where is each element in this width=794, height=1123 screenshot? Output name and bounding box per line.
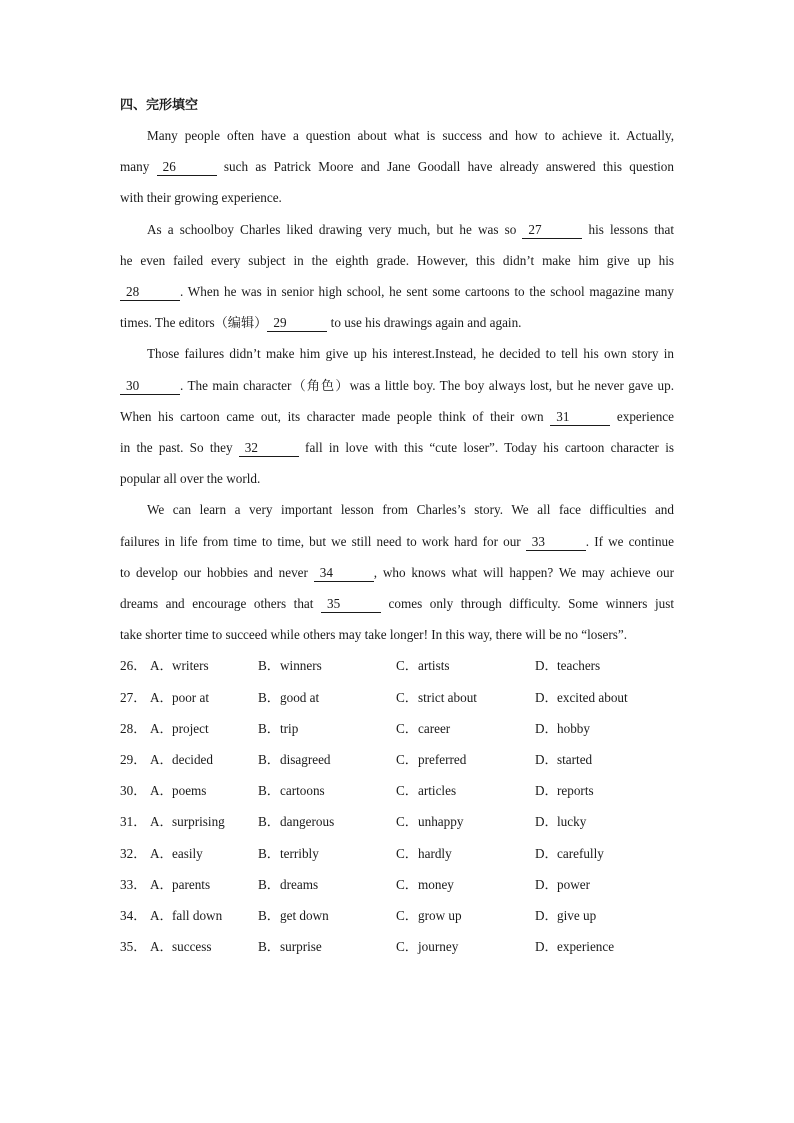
answer-option[interactable] bbox=[150, 713, 258, 744]
option-text: strict about bbox=[418, 689, 477, 705]
answer-blank[interactable]: 35 bbox=[321, 596, 381, 613]
answer-blank[interactable]: 26 bbox=[157, 159, 217, 176]
answer-option[interactable] bbox=[535, 931, 655, 962]
passage-line bbox=[120, 120, 674, 151]
option-letter: C． bbox=[396, 720, 418, 736]
answer-option[interactable] bbox=[535, 806, 655, 837]
answer-option[interactable] bbox=[258, 806, 396, 837]
passage-text: As a schoolboy Charles liked drawing very much, but he was so bbox=[147, 221, 523, 237]
question-row bbox=[120, 931, 674, 962]
option-letter: D． bbox=[535, 845, 558, 861]
passage-text: to use his drawings again and again. bbox=[327, 315, 522, 331]
answer-option[interactable] bbox=[535, 869, 655, 900]
question-row bbox=[120, 650, 674, 681]
option-letter: D． bbox=[535, 783, 558, 799]
option-letter: B． bbox=[258, 689, 280, 705]
answer-option[interactable] bbox=[258, 900, 396, 931]
answer-option[interactable] bbox=[396, 775, 535, 806]
question-row bbox=[120, 838, 674, 869]
passage-text: many bbox=[120, 159, 157, 175]
passage-line bbox=[120, 432, 674, 463]
option-text: surprising bbox=[172, 814, 225, 830]
passage-text: . If we continue bbox=[585, 533, 674, 549]
option-letter: D． bbox=[535, 658, 558, 674]
passage-text: he even failed every subject in the eighth grade. However, this didn’t make him give up his bbox=[120, 252, 674, 268]
passage-text: dreams and encourage others that bbox=[120, 596, 321, 612]
option-text: articles bbox=[418, 783, 457, 799]
answer-option[interactable] bbox=[258, 838, 396, 869]
passage-line bbox=[120, 619, 674, 650]
option-letter: A． bbox=[150, 814, 173, 830]
answer-blank[interactable]: 31 bbox=[550, 409, 610, 426]
passage-text: . When he was in senior high school, he sent some cartoons to the school magazine many bbox=[180, 284, 674, 300]
answer-blank[interactable]: 34 bbox=[314, 565, 374, 582]
option-text: get down bbox=[280, 907, 329, 923]
answer-blank[interactable]: 33 bbox=[526, 534, 586, 551]
option-letter: C． bbox=[396, 752, 418, 768]
answer-option[interactable] bbox=[396, 682, 535, 713]
option-letter: C． bbox=[396, 876, 418, 892]
option-letter: C． bbox=[396, 907, 418, 923]
option-letter: A． bbox=[150, 939, 173, 955]
option-text: hobby bbox=[557, 720, 590, 736]
option-text: fall down bbox=[172, 907, 223, 923]
passage-text: times. The editors（编辑） bbox=[120, 315, 268, 331]
passage-text: We can learn a very important lesson from Charles’s story. We all face difficulties and bbox=[147, 502, 674, 518]
option-text: journey bbox=[418, 939, 459, 955]
passage-line bbox=[120, 370, 674, 401]
answer-option[interactable] bbox=[535, 744, 655, 775]
passage-line bbox=[120, 463, 674, 494]
option-text: surprise bbox=[280, 939, 322, 955]
option-text: terribly bbox=[280, 845, 319, 861]
question-number: 34． bbox=[120, 907, 147, 923]
passage-line bbox=[120, 526, 674, 557]
option-letter: C． bbox=[396, 814, 418, 830]
answer-option[interactable] bbox=[150, 775, 258, 806]
answer-option[interactable] bbox=[258, 775, 396, 806]
answer-option[interactable] bbox=[396, 838, 535, 869]
answer-option[interactable] bbox=[150, 682, 258, 713]
passage-text: Many people often have a question about what is success and how to achieve it. Actually, bbox=[147, 128, 674, 143]
option-letter: B． bbox=[258, 907, 280, 923]
option-text: good at bbox=[280, 689, 320, 705]
option-text: excited about bbox=[557, 689, 628, 705]
option-text: dangerous bbox=[280, 814, 335, 830]
passage-text: , who knows what will happen? We may achieve our bbox=[373, 564, 674, 580]
passage-line bbox=[120, 214, 674, 245]
question-row bbox=[120, 744, 674, 775]
section-title: 四、完形填空 bbox=[120, 98, 199, 113]
option-letter: D． bbox=[535, 689, 558, 705]
answer-option[interactable] bbox=[396, 869, 535, 900]
option-letter: B． bbox=[258, 876, 280, 892]
answer-option[interactable] bbox=[150, 931, 258, 962]
option-text: project bbox=[172, 720, 209, 736]
answer-option[interactable] bbox=[535, 713, 655, 744]
option-letter: C． bbox=[396, 939, 418, 955]
option-letter: C． bbox=[396, 845, 418, 861]
option-letter: B． bbox=[258, 939, 280, 955]
option-letter: B． bbox=[258, 720, 280, 736]
answer-option[interactable] bbox=[396, 900, 535, 931]
option-letter: D． bbox=[535, 752, 558, 768]
answer-option[interactable] bbox=[150, 744, 258, 775]
option-letter: B． bbox=[258, 845, 280, 861]
document-page bbox=[120, 92, 674, 962]
answer-option[interactable] bbox=[396, 806, 535, 837]
passage-line bbox=[120, 338, 674, 369]
answer-option[interactable] bbox=[258, 744, 396, 775]
answer-option[interactable] bbox=[396, 713, 535, 744]
question-number: 35． bbox=[120, 939, 147, 955]
option-letter: C． bbox=[396, 658, 418, 674]
answer-blank[interactable]: 27 bbox=[522, 222, 582, 239]
option-letter: D． bbox=[535, 907, 558, 923]
option-letter: D． bbox=[535, 939, 558, 955]
question-row bbox=[120, 900, 674, 931]
cloze-passage bbox=[120, 120, 674, 650]
answer-blank[interactable]: 29 bbox=[267, 315, 327, 332]
option-text: grow up bbox=[418, 907, 462, 923]
answer-option[interactable] bbox=[258, 713, 396, 744]
passage-text: such as Patrick Moore and Jane Goodall have already answered this question bbox=[216, 159, 674, 175]
answer-blank[interactable]: 30 bbox=[120, 378, 180, 395]
option-text: trip bbox=[280, 720, 299, 736]
answer-option[interactable] bbox=[535, 650, 655, 681]
passage-text: Those failures didn’t make him give up his interest.Instead, he decided to tell his own story in bbox=[147, 346, 674, 362]
passage-text: fall in love with this “cute loser”. Today his cartoon character is bbox=[298, 440, 674, 456]
passage-text: popular all over the world. bbox=[120, 471, 261, 487]
passage-line bbox=[120, 276, 674, 307]
passage-text: . The main character（角色）was a little boy. The boy always lost, but he never gave up. bbox=[180, 377, 674, 393]
answer-option[interactable] bbox=[150, 869, 258, 900]
answer-option[interactable] bbox=[150, 838, 258, 869]
option-text: lucky bbox=[557, 814, 587, 830]
passage-line bbox=[120, 494, 674, 525]
option-letter: A． bbox=[150, 720, 173, 736]
answer-option[interactable] bbox=[396, 931, 535, 962]
passage-text: in the past. So they bbox=[120, 440, 239, 456]
option-text: power bbox=[557, 876, 590, 892]
answer-option[interactable] bbox=[535, 775, 655, 806]
option-letter: D． bbox=[535, 814, 558, 830]
option-text: easily bbox=[172, 845, 203, 861]
answer-option[interactable] bbox=[150, 900, 258, 931]
answer-option[interactable] bbox=[535, 838, 655, 869]
option-letter: D． bbox=[535, 720, 558, 736]
option-text: experience bbox=[557, 939, 615, 955]
option-letter: A． bbox=[150, 845, 173, 861]
question-number: 32． bbox=[120, 845, 147, 861]
option-letter: B． bbox=[258, 752, 280, 768]
option-letter: C． bbox=[396, 783, 418, 799]
option-text: cartoons bbox=[280, 783, 325, 799]
question-row bbox=[120, 682, 674, 713]
passage-text: comes only through difficulty. Some winners just bbox=[380, 596, 674, 612]
question-number: 28． bbox=[120, 720, 147, 736]
answer-option[interactable] bbox=[535, 900, 655, 931]
passage-line bbox=[120, 245, 674, 276]
answer-option[interactable] bbox=[150, 650, 258, 681]
option-text: dreams bbox=[280, 876, 319, 892]
question-number: 27． bbox=[120, 689, 147, 705]
option-letter: A． bbox=[150, 783, 173, 799]
passage-line bbox=[120, 588, 674, 619]
option-letter: A． bbox=[150, 876, 173, 892]
passage-text: his lessons that bbox=[582, 221, 675, 237]
answer-option[interactable] bbox=[150, 806, 258, 837]
passage-text: experience bbox=[610, 408, 674, 424]
option-letter: B． bbox=[258, 814, 280, 830]
answer-option[interactable] bbox=[396, 744, 535, 775]
option-text: disagreed bbox=[280, 752, 331, 768]
option-text: reports bbox=[557, 783, 594, 799]
option-letter: B． bbox=[258, 783, 280, 799]
answer-option[interactable] bbox=[258, 650, 396, 681]
option-text: poems bbox=[172, 783, 207, 799]
passage-text: take shorter time to succeed while others may take longer! In this way, there will be no “losers”. bbox=[120, 627, 628, 643]
passage-line bbox=[120, 307, 674, 338]
question-number: 26． bbox=[120, 658, 147, 674]
option-letter: D． bbox=[535, 876, 558, 892]
question-row bbox=[120, 775, 674, 806]
answer-option[interactable] bbox=[396, 650, 535, 681]
question-number: 31． bbox=[120, 814, 147, 830]
option-text: preferred bbox=[418, 752, 467, 768]
answer-blank[interactable]: 32 bbox=[239, 440, 299, 457]
option-text: teachers bbox=[557, 658, 601, 674]
option-text: winners bbox=[280, 658, 322, 674]
option-text: artists bbox=[418, 658, 450, 674]
passage-line bbox=[120, 401, 674, 432]
passage-text: failures in life from time to time, but we still need to work hard for our bbox=[120, 533, 526, 549]
passage-line bbox=[120, 182, 674, 213]
answer-blank[interactable]: 28 bbox=[120, 284, 180, 301]
option-text: money bbox=[418, 876, 454, 892]
option-text: hardly bbox=[418, 845, 452, 861]
option-text: career bbox=[418, 720, 451, 736]
option-text: success bbox=[172, 939, 212, 955]
option-text: unhappy bbox=[418, 814, 464, 830]
question-row bbox=[120, 806, 674, 837]
option-text: give up bbox=[557, 907, 597, 923]
option-letter: A． bbox=[150, 658, 173, 674]
option-letter: A． bbox=[150, 752, 173, 768]
option-text: decided bbox=[172, 752, 214, 768]
option-letter: C． bbox=[396, 689, 418, 705]
passage-text: with their growing experience. bbox=[120, 190, 282, 206]
answer-option[interactable] bbox=[258, 931, 396, 962]
option-text: poor at bbox=[172, 689, 209, 705]
question-options-list bbox=[120, 650, 674, 962]
option-text: started bbox=[557, 752, 593, 768]
option-text: writers bbox=[172, 658, 209, 674]
question-row bbox=[120, 713, 674, 744]
passage-line bbox=[120, 557, 674, 588]
answer-option[interactable] bbox=[535, 682, 655, 713]
option-text: parents bbox=[172, 876, 211, 892]
question-row bbox=[120, 869, 674, 900]
answer-option[interactable] bbox=[258, 682, 396, 713]
option-text: carefully bbox=[557, 845, 604, 861]
passage-line bbox=[120, 151, 674, 182]
option-letter: A． bbox=[150, 907, 173, 923]
option-letter: B． bbox=[258, 658, 280, 674]
question-number: 29． bbox=[120, 752, 147, 768]
passage-text: to develop our hobbies and never bbox=[120, 564, 314, 580]
passage-text: When his cartoon came out, its character made people think of their own bbox=[120, 408, 551, 424]
question-number: 33． bbox=[120, 876, 147, 892]
option-letter: A． bbox=[150, 689, 173, 705]
answer-option[interactable] bbox=[258, 869, 396, 900]
question-number: 30． bbox=[120, 783, 147, 799]
